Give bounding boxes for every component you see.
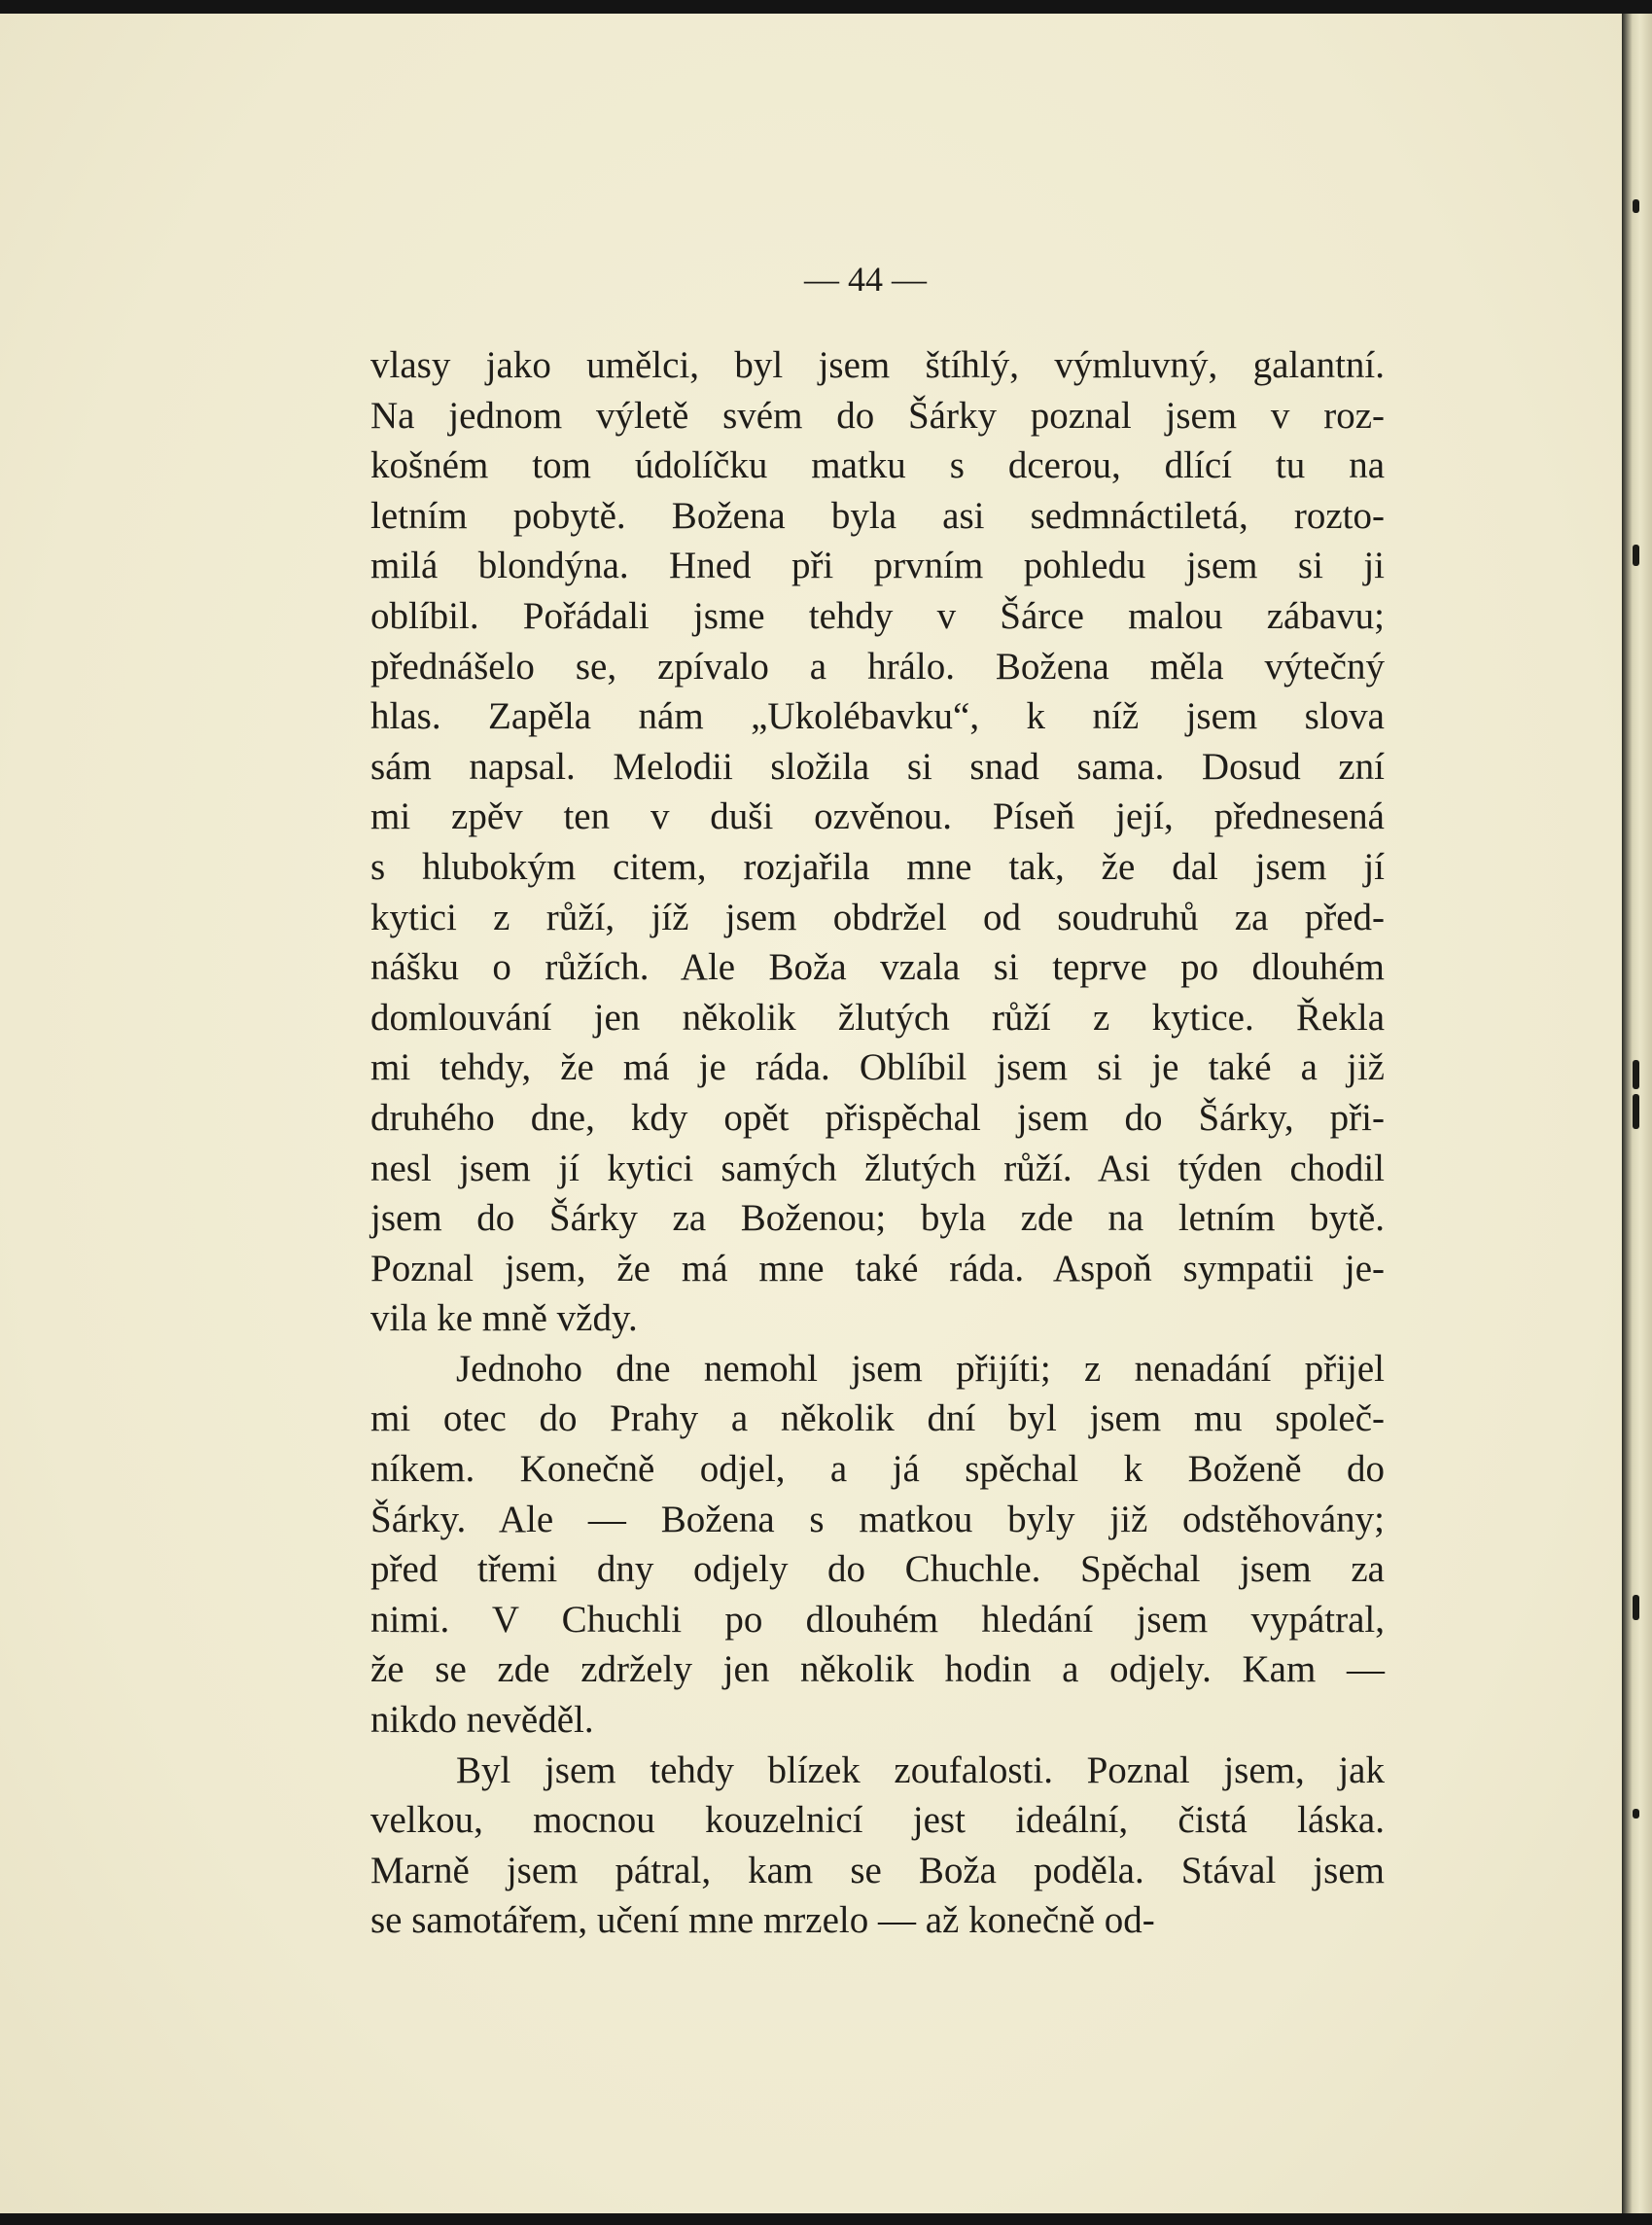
text-line: níkem. Konečně odjel, a já spěchal k Boženě do: [370, 1448, 1385, 1491]
edge-mark: [1633, 1809, 1639, 1819]
text-line: sám napsal. Melodii složila si snad sama. Dosud zní: [370, 745, 1385, 788]
text-line: Na jednom výletě svém do Šárky poznal jsem v roz-: [370, 394, 1385, 437]
text-line: Šárky. Ale — Božena s matkou byly již odstěhovány;: [370, 1498, 1385, 1540]
text-line: Poznal jsem, že má mne také ráda. Aspoň sympatii je-: [370, 1247, 1385, 1289]
text-line: Jednoho dne nemohl jsem přijíti; z nenadání přijel: [456, 1347, 1385, 1390]
text-line: jsem do Šárky za Boženou; byla zde na letním bytě.: [370, 1197, 1385, 1240]
text-line: s hlubokým citem, rozjařila mne tak, že dal jsem jí: [370, 845, 1385, 888]
text-line: nesl jsem jí kytici samých žlutých růží. Asi týden chodil: [370, 1147, 1385, 1189]
text-line: letním pobytě. Božena byla asi sedmnáctiletá, rozto-: [370, 494, 1385, 537]
text-line: nášku o růžích. Ale Boža vzala si teprve po dlouhém: [370, 946, 1385, 989]
text-line: oblíbil. Pořádali jsme tehdy v Šárce malou zábavu;: [370, 594, 1385, 637]
text-line: domlouvání jen několik žlutých růží z kytice. Řekla: [370, 996, 1385, 1039]
paragraph: [370, 340, 1385, 1344]
text-line: se samotářem, učení mne mrzelo — až konečně od-: [370, 1899, 1155, 1942]
text-line: mi tehdy, že má je ráda. Oblíbil jsem si je také a již: [370, 1046, 1385, 1089]
text-line: košném tom údolíčku matku s dcerou, dlící tu na: [370, 444, 1385, 487]
text-line: nimi. V Chuchli po dlouhém hledání jsem vypátral,: [370, 1598, 1385, 1641]
text-line: před třemi dny odjely do Chuchle. Spěchal jsem za: [370, 1548, 1385, 1591]
text-line: hlas. Zapěla nám „Ukolébavku“, k níž jsem slova: [370, 695, 1385, 738]
edge-mark: [1633, 545, 1639, 566]
text-line: Byl jsem tehdy blízek zoufalosti. Poznal jsem, jak: [456, 1748, 1385, 1791]
edge-mark: [1633, 1595, 1639, 1620]
paragraph: [370, 1344, 1385, 1746]
text-line: Marně jsem pátral, kam se Boža poděla. Stával jsem: [370, 1849, 1385, 1891]
text-line: mi otec do Prahy a několik dní byl jsem mu společ-: [370, 1397, 1385, 1440]
text-line: vlasy jako umělci, byl jsem štíhlý, výmluvný, galantní.: [370, 344, 1385, 386]
edge-mark: [1633, 1060, 1639, 1089]
text-line: mi zpěv ten v duši ozvěnou. Píseň její, přednesená: [370, 795, 1385, 838]
text-line: že se zde zdržely jen několik hodin a odjely. Kam —: [370, 1648, 1385, 1691]
page-number: — 44 —: [804, 260, 927, 299]
edge-mark: [1633, 1094, 1639, 1129]
text-line: milá blondýna. Hned při prvním pohledu jsem si ji: [370, 545, 1385, 587]
text-line: kytici z růží, jíž jsem obdržel od soudruhů za před-: [370, 896, 1385, 938]
paragraph: [370, 1746, 1385, 1946]
text-line: přednášelo se, zpívalo a hrálo. Božena měla výtečný: [370, 645, 1385, 688]
body-text: [370, 340, 1385, 1946]
text-line: nikdo nevěděl.: [370, 1699, 594, 1742]
edge-mark: [1633, 199, 1639, 213]
book-page: [0, 14, 1622, 2213]
text-line: druhého dne, kdy opět přispěchal jsem do Šárky, při-: [370, 1096, 1385, 1139]
text-line: velkou, mocnou kouzelnicí jest ideální, čistá láska.: [370, 1799, 1385, 1842]
text-line: vila ke mně vždy.: [370, 1297, 638, 1340]
